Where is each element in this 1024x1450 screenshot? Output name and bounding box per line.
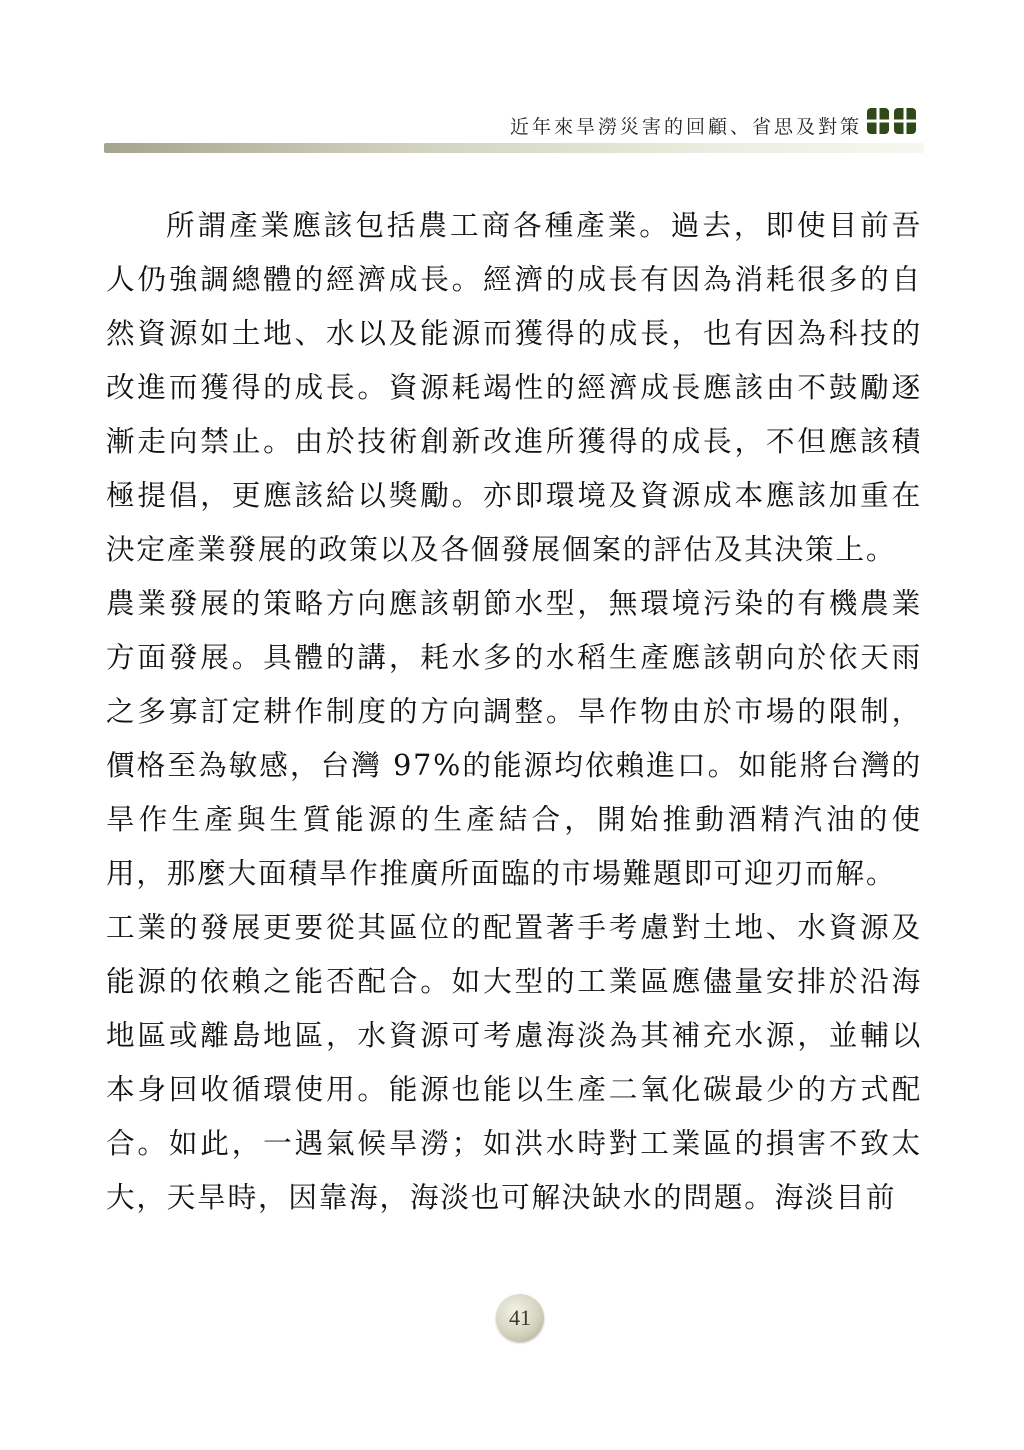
- running-header: [104, 100, 924, 160]
- paragraph-industry-location: 工業的發展更要從其區位的配置著手考慮對土地、水資源及能源的依賴之能否配合。如大型的工業區應儘量安排於沿海地區或離島地區，水資源可考慮海淡為其補充水源，並輔以本身回收循環使用。能源也能以生產二氧化碳最少的方式配合。如此，一遇氣候旱澇；如洪水時對工業區的損害不致太大，天旱時，因靠海，海淡也可解決缺水的問題。海淡目前: [106, 910, 922, 1214]
- double-cross-emblem-icon: [866, 104, 920, 138]
- running-header-title: 近年來旱澇災害的回顧、省思及對策: [509, 116, 862, 138]
- body-text: [106, 198, 922, 1224]
- page-number-badge: 41: [496, 1294, 544, 1342]
- paragraph-industry-growth: 所謂產業應該包括農工商各種產業。過去，即使目前吾人仍強調總體的經濟成長。經濟的成長有因為消耗很多的自然資源如土地、水以及能源而獲得的成長，也有因為科技的改進而獲得的成長。資源耗竭性的經濟成長應該由不鼓勵逐漸走向禁止。由於技術創新改進所獲得的成長，不但應該積極提倡，更應該給以獎勵。亦即環境及資源成本應該加重在決定產業發展的政策以及各個發展個案的評估及其決策上。: [106, 208, 922, 566]
- paragraph-agriculture: 農業發展的策略方向應該朝節水型，無環境污染的有機農業方面發展。具體的講，耗水多的水稻生產應該朝向於依天雨之多寡訂定耕作制度的方向調整。旱作物由於市場的限制，價格至為敏感，台灣 97%的能源均依賴進口。如能將台灣的旱作生產與生質能源的生產結合，開始推動酒精汽油的使用，那麼大面積旱作推廣所面臨的市場難題即可迎刃而解。: [106, 586, 922, 890]
- header-divider-bar: [104, 143, 924, 153]
